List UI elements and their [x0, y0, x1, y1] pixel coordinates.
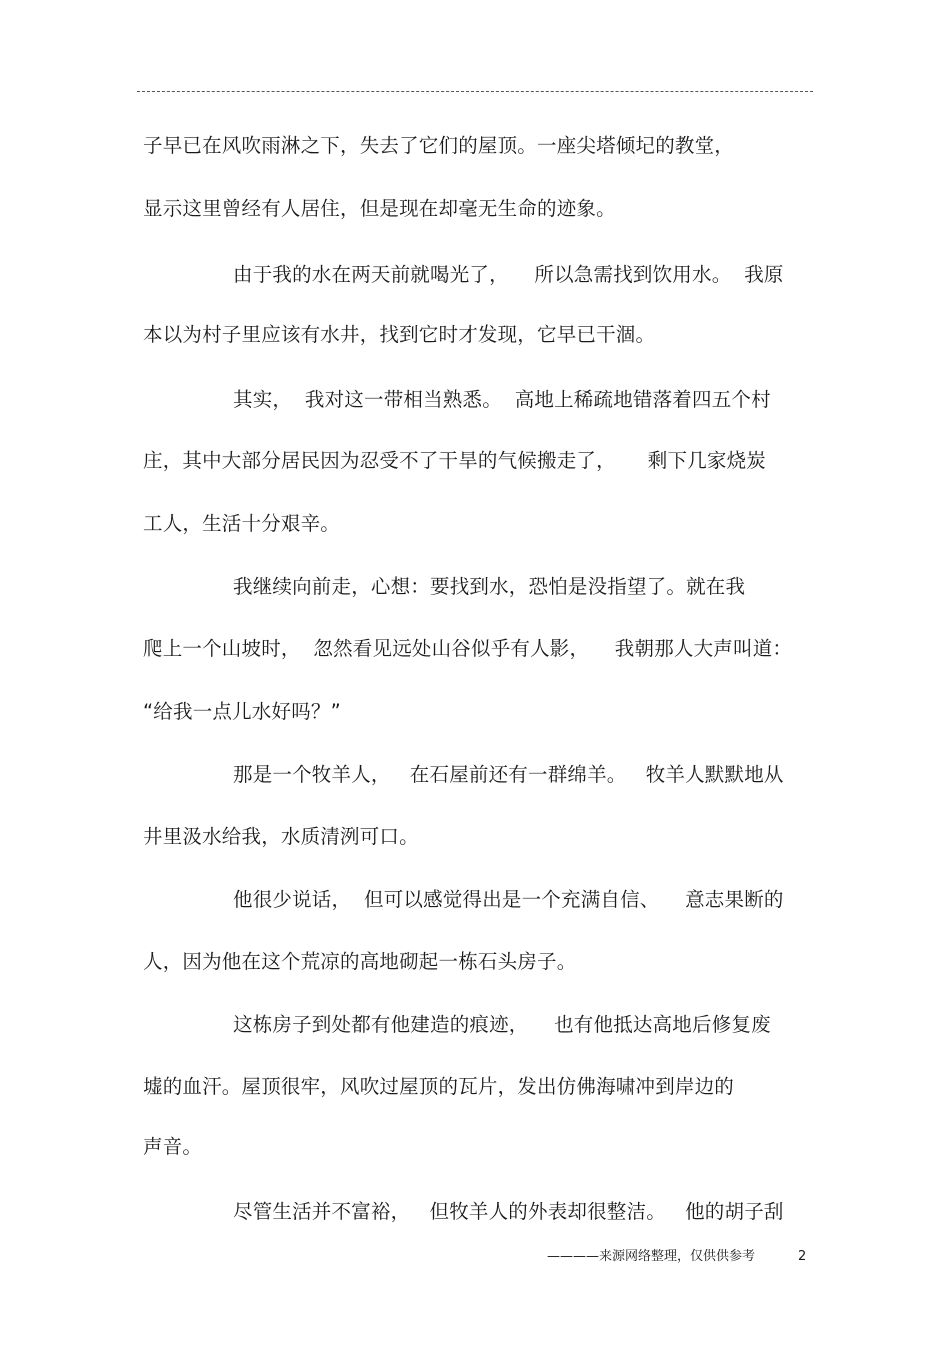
- text-line: 本以为村子里应该有水井，找到它时才发现，它早已干涸。: [143, 323, 656, 346]
- paragraph-first-line: 由于我的水在两天前就喝光了， 所以急需找到饮用水。 我原: [233, 263, 784, 286]
- paragraph-first-line: 这栋房子到处都有他建造的痕迹， 也有他抵达高地后修复废: [233, 1013, 771, 1036]
- text-line: 爬上一个山坡时， 忽然看见远处山谷似乎有人影， 我朝那人大声叫道：: [143, 637, 793, 660]
- paragraph-first-line: 我继续向前走，心想：要找到水，恐怕是没指望了。就在我: [233, 575, 746, 598]
- text-line: 人，因为他在这个荒凉的高地砌起一栋石头房子。: [143, 950, 577, 973]
- text-line: 声音。: [143, 1135, 203, 1158]
- header-divider: [137, 91, 813, 92]
- page-number: 2: [798, 1249, 807, 1264]
- text-line: 墟的血汗。屋顶很牢，风吹过屋顶的瓦片，发出仿佛海啸冲到岸边的: [143, 1075, 735, 1098]
- text-line: 子早已在风吹雨淋之下，失去了它们的屋顶。一座尖塔倾圮的教堂，: [143, 134, 735, 157]
- text-line: “给我一点儿水好吗？”: [143, 700, 341, 723]
- text-line: 工人，生活十分艰辛。: [143, 512, 341, 535]
- text-line: 庄，其中大部分居民因为忍受不了干旱的气候搬走了， 剩下几家烧炭: [143, 449, 766, 472]
- paragraph-first-line: 那是一个牧羊人， 在石屋前还有一群绵羊。 牧羊人默默地从: [233, 763, 784, 786]
- text-line: 显示这里曾经有人居住，但是现在却毫无生命的迹象。: [143, 197, 616, 220]
- paragraph-first-line: 他很少说话， 但可以感觉得出是一个充满自信、 意志果断的: [233, 888, 784, 911]
- text-line: 井里汲水给我，水质清洌可口。: [143, 825, 419, 848]
- paragraph-first-line: 尽管生活并不富裕， 但牧羊人的外表却很整洁。 他的胡子刮: [233, 1200, 784, 1223]
- footer-source-note: ————来源网络整理，仅供供参考: [547, 1249, 756, 1264]
- paragraph-first-line: 其实， 我对这一带相当熟悉。 高地上稀疏地错落着四五个村: [233, 388, 771, 411]
